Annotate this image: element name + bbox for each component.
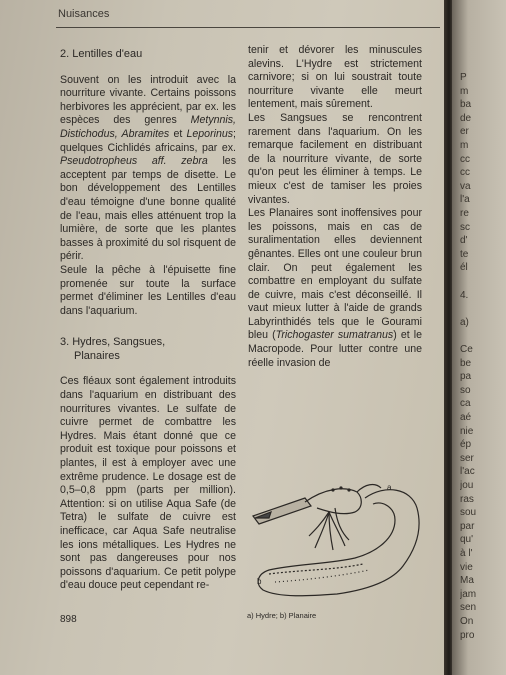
paragraph-planaires: Les Planaires sont inoffensives pour les poissons, mais en cas de suralimentation elles deviennent gênantes. Elles ont une couleur brun clair. On peut également les combattre en employant du sulfate de cuivre, mais c'est déconseillé. Il vaut mieux lutter à l'aide de grands Labyrinthidés tels que le Gourami bleu (Trichogaster sumatranus) et le Macropode. Pour lutter contre une réelle invasion de bbox=[248, 207, 423, 369]
facing-page-fragment: d' bbox=[460, 235, 468, 247]
facing-page-fragment: vie bbox=[460, 561, 473, 573]
paragraph-hydres-1: Ces fléaux sont également introduits dans l'aquarium en distribuant des nourritures vivantes. Le sulfate de cuivre permet de combattre les Hydres. Mais étant donné que ce produit est toxique pour poissons et plantes, il est à employer avec une extrême prudence. Le dosage est de 0,5–0,8 ppm (parts per million). Attention: si on utilise Aqua Safe (de Tetra) le sulfate de cuivre est inefficace, car Aqua Safe neutralise les ions métalliques. Les Hydres ne sont pas dangereuses pour nos poissons d'aquarium. Ce petit polype d'eau douce peut cependant re- bbox=[60, 375, 236, 592]
illustration-hydre-planaire bbox=[245, 478, 423, 610]
section-title-hydres-line2: Planaires bbox=[74, 349, 120, 362]
facing-page-fragment: sen bbox=[460, 602, 477, 614]
facing-page-fragment: sc bbox=[460, 221, 470, 233]
facing-page-fragment bbox=[460, 276, 506, 289]
right-column bbox=[248, 44, 422, 370]
hydra-drawing bbox=[253, 485, 381, 550]
running-header: Nuisances bbox=[58, 8, 110, 20]
facing-page-fragment: m bbox=[460, 85, 469, 97]
figure-caption: a) Hydre; b) Planaire bbox=[247, 611, 317, 620]
facing-page-fragment: él bbox=[460, 262, 468, 274]
facing-page-fragment: re bbox=[460, 208, 469, 219]
facing-page-fragment: sou bbox=[460, 507, 477, 519]
facing-page-fragment: qu' bbox=[460, 534, 474, 546]
illustration-drawing bbox=[245, 478, 423, 610]
facing-page-fragment: aé bbox=[460, 412, 472, 423]
facing-page-fragment bbox=[460, 303, 506, 316]
header-rule bbox=[56, 27, 440, 28]
facing-page-fragment: l'a bbox=[460, 194, 470, 206]
facing-page-fragment: ca bbox=[460, 398, 471, 410]
facing-page-fragment: jou bbox=[460, 480, 474, 491]
facing-page-edge bbox=[452, 0, 506, 675]
facing-page-fragment: cc bbox=[460, 167, 470, 179]
left-column bbox=[60, 48, 236, 593]
facing-page-fragment: On bbox=[460, 616, 474, 627]
facing-page-fragment: ras bbox=[460, 493, 474, 505]
facing-page-fragment: l'ac bbox=[460, 466, 475, 478]
section-title-hydres-line1: 3. Hydres, Sangsues, bbox=[60, 336, 166, 349]
paragraph-hydre-cont: tenir et dévorer les minuscules alevins. L'Hydre est strictement carnivore; si on lui soustrait toute nourriture vivante elle meurt lentement, mais sûrement. bbox=[248, 44, 422, 111]
figure-label-b: b bbox=[257, 577, 262, 586]
paragraph-lentilles-1: Souvent on les introduit avec la nourriture vivante. Certains poissons herbivores les apprécient, par ex. les espèces des genres Metynnis, Distichodus, Abramites et Leporinus; quelques Cichlidés africains, par ex. Pseudotropheus aff. zebra les acceptent par temps de disette. Le bon développement des Lentilles d'eau témoigne d'une bonne qualité de l'eau, mais elles atténuent trop la lumière, de sorte que les plantes basses à proximité du sol risquent de périr. bbox=[60, 73, 236, 263]
facing-page-fragment: Ma bbox=[460, 575, 474, 587]
facing-page-fragment: jam bbox=[460, 588, 477, 600]
facing-page-fragment: pa bbox=[460, 371, 472, 383]
facing-page-fragment: a) bbox=[460, 316, 469, 328]
facing-page-fragment: ép bbox=[460, 439, 472, 451]
facing-page-fragment: ba bbox=[460, 99, 472, 111]
facing-page-fragment: pro bbox=[460, 629, 475, 641]
facing-page-fragment: be bbox=[460, 357, 472, 369]
facing-page-fragment: P bbox=[460, 72, 467, 83]
facing-page-fragment: de bbox=[460, 112, 472, 124]
facing-page-fragment: er bbox=[460, 126, 469, 138]
facing-page-fragment: te bbox=[460, 248, 469, 260]
facing-page-fragment: 4. bbox=[460, 289, 469, 301]
facing-page-fragment: à l' bbox=[460, 548, 473, 559]
facing-page-fragment: cc bbox=[460, 153, 470, 165]
figure-label-a: a bbox=[387, 483, 392, 492]
facing-page-fragment: par bbox=[460, 520, 475, 532]
paragraph-lentilles-2: Seule la pêche à l'épuisette fine promenée sur toute la surface permet d'éliminer les Lentilles d'eau dans l'aquarium. bbox=[60, 263, 236, 317]
facing-page-fragment bbox=[460, 330, 506, 343]
page-number: 898 bbox=[60, 614, 77, 625]
paragraph-sangsues: Les Sangsues se rencontrent rarement dans l'aquarium. On les remarque facilement en distribuant de la nourriture vivante, de sorte qu'on peut les éliminer à temps. Le mieux c'est de tamiser les proies vivantes. bbox=[248, 111, 422, 206]
facing-page-fragment: va bbox=[460, 180, 471, 192]
facing-page-fragment: m bbox=[460, 140, 469, 151]
facing-page-fragment: ser bbox=[460, 452, 474, 464]
section-title-lentilles: 2. Lentilles d'eau bbox=[60, 48, 143, 60]
facing-page-fragment: Ce bbox=[460, 344, 473, 355]
facing-page-fragment: so bbox=[460, 384, 471, 396]
section-title-hydres bbox=[60, 336, 236, 363]
facing-page-fragment: nie bbox=[460, 425, 474, 437]
